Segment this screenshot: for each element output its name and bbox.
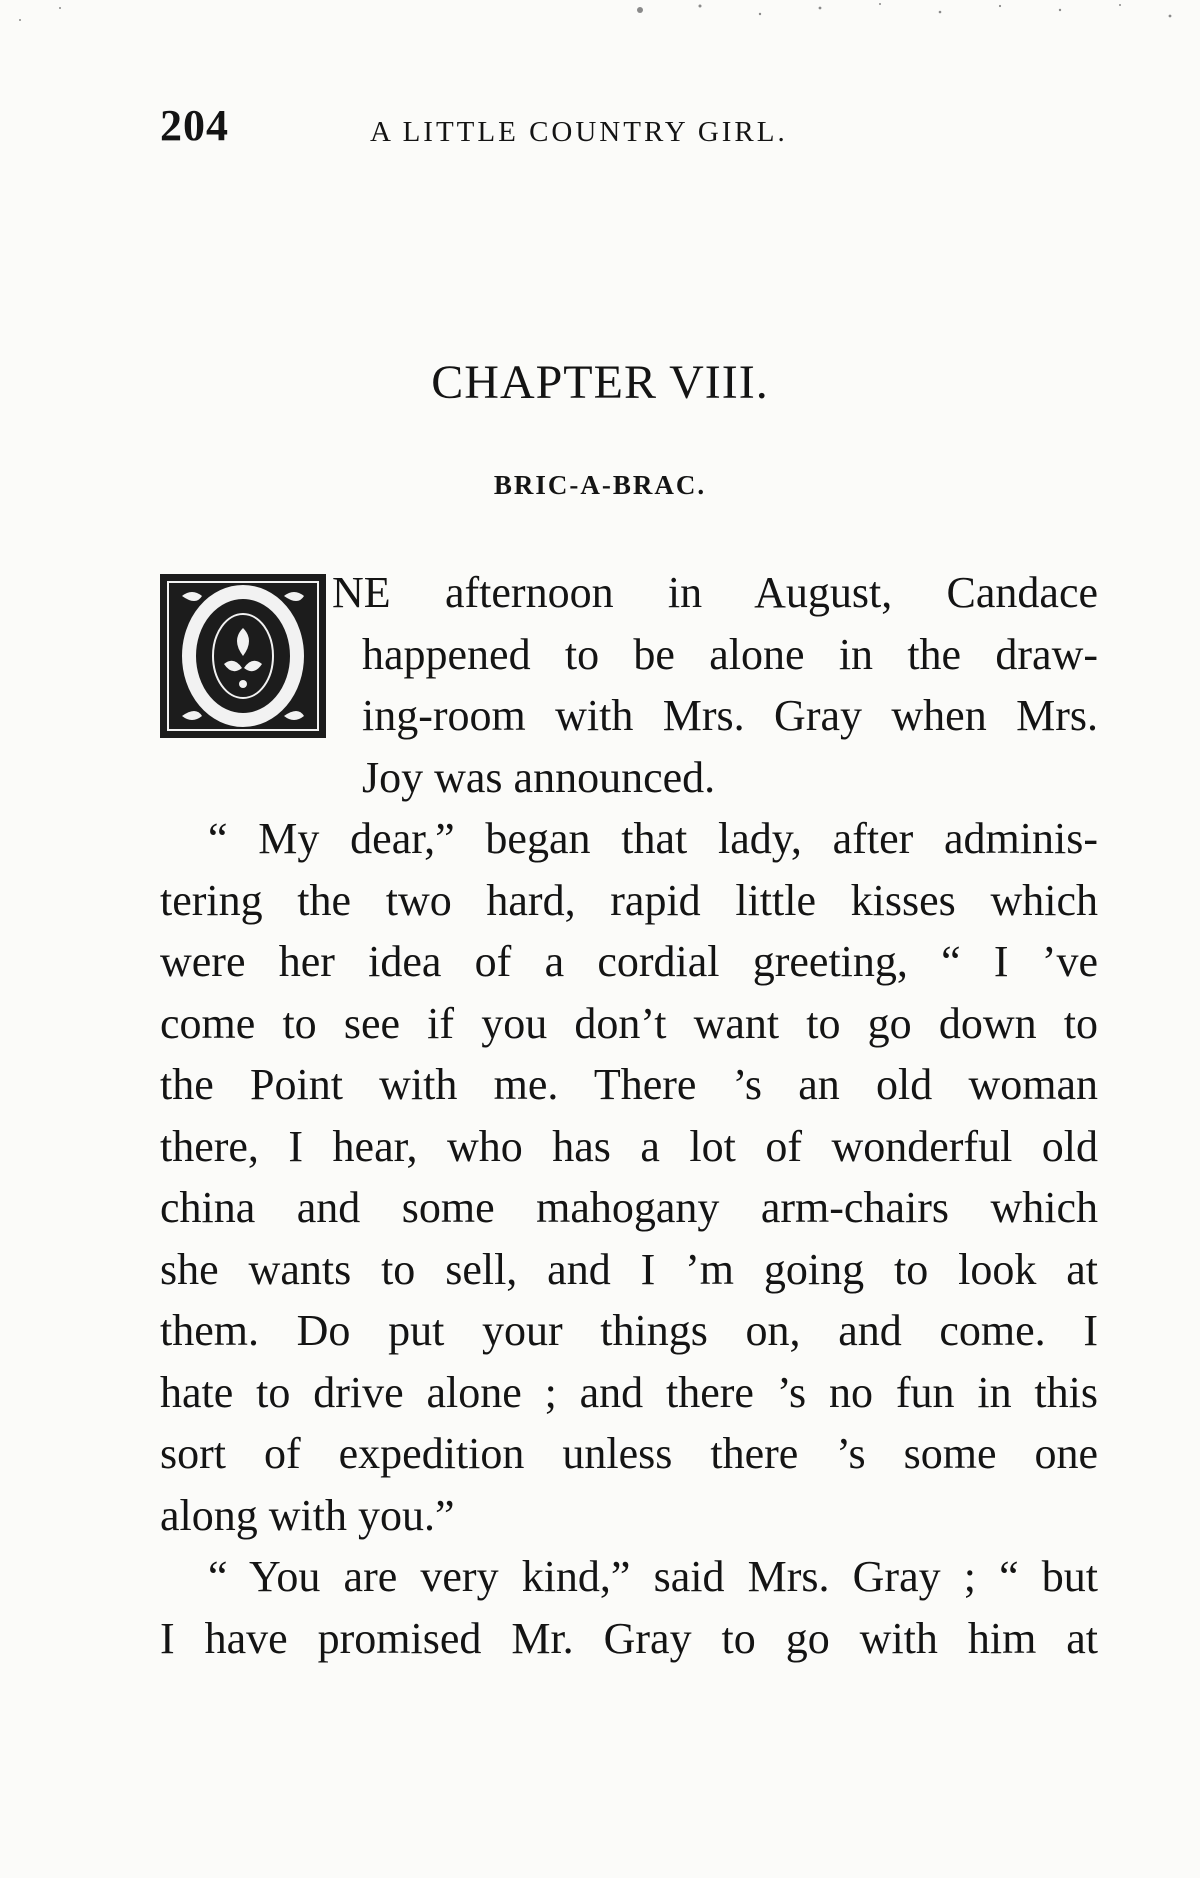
running-title: A LITTLE COUNTRY GIRL. xyxy=(370,116,788,148)
text-line: were her idea of a cordial greeting, “ I ’ve xyxy=(160,937,1098,986)
text-line: “ You are very kind,” said Mrs. Gray ; “ but xyxy=(208,1552,1098,1601)
text-line: NE afternoon in August, Candace xyxy=(332,568,1098,617)
text-line: hate to drive alone ; and there ’s no fun in this xyxy=(160,1367,1098,1417)
text-line: sort of expedition unless there ’s some one xyxy=(160,1429,1098,1478)
page-number: 204 xyxy=(160,101,229,150)
text-line: happened to be alone in the draw- xyxy=(362,629,1098,679)
text-line: along with you.” xyxy=(160,1490,455,1540)
text-line: I have promised Mr. Gray to go with him at xyxy=(160,1613,1098,1663)
text-line: china and some mahogany arm-chairs which xyxy=(160,1183,1098,1232)
text-line: she wants to sell, and I ’m going to look at xyxy=(160,1244,1098,1294)
text-line: Joy was announced. xyxy=(362,752,716,802)
text-line: them. Do put your things on, and come. I xyxy=(160,1306,1098,1355)
running-head xyxy=(160,100,1100,160)
body-text xyxy=(160,562,1098,1669)
text-line: tering the two hard, rapid little kisses which xyxy=(160,875,1098,925)
drop-cap-letter: O xyxy=(242,732,244,733)
text-line: ing-room with Mrs. Gray when Mrs. xyxy=(362,691,1098,740)
chapter-subtitle: BRIC-A-BRAC. xyxy=(493,470,707,500)
text-line: “ My dear,” began that lady, after adminis- xyxy=(208,814,1098,863)
text-line: the Point with me. There ’s an old woman xyxy=(160,1060,1098,1109)
text-line: come to see if you don’t want to go down to xyxy=(160,998,1098,1048)
page-edge-speckle xyxy=(0,0,1200,40)
chapter-title: CHAPTER VIII. xyxy=(431,356,769,409)
text-line: there, I hear, who has a lot of wonderful old xyxy=(160,1121,1098,1171)
